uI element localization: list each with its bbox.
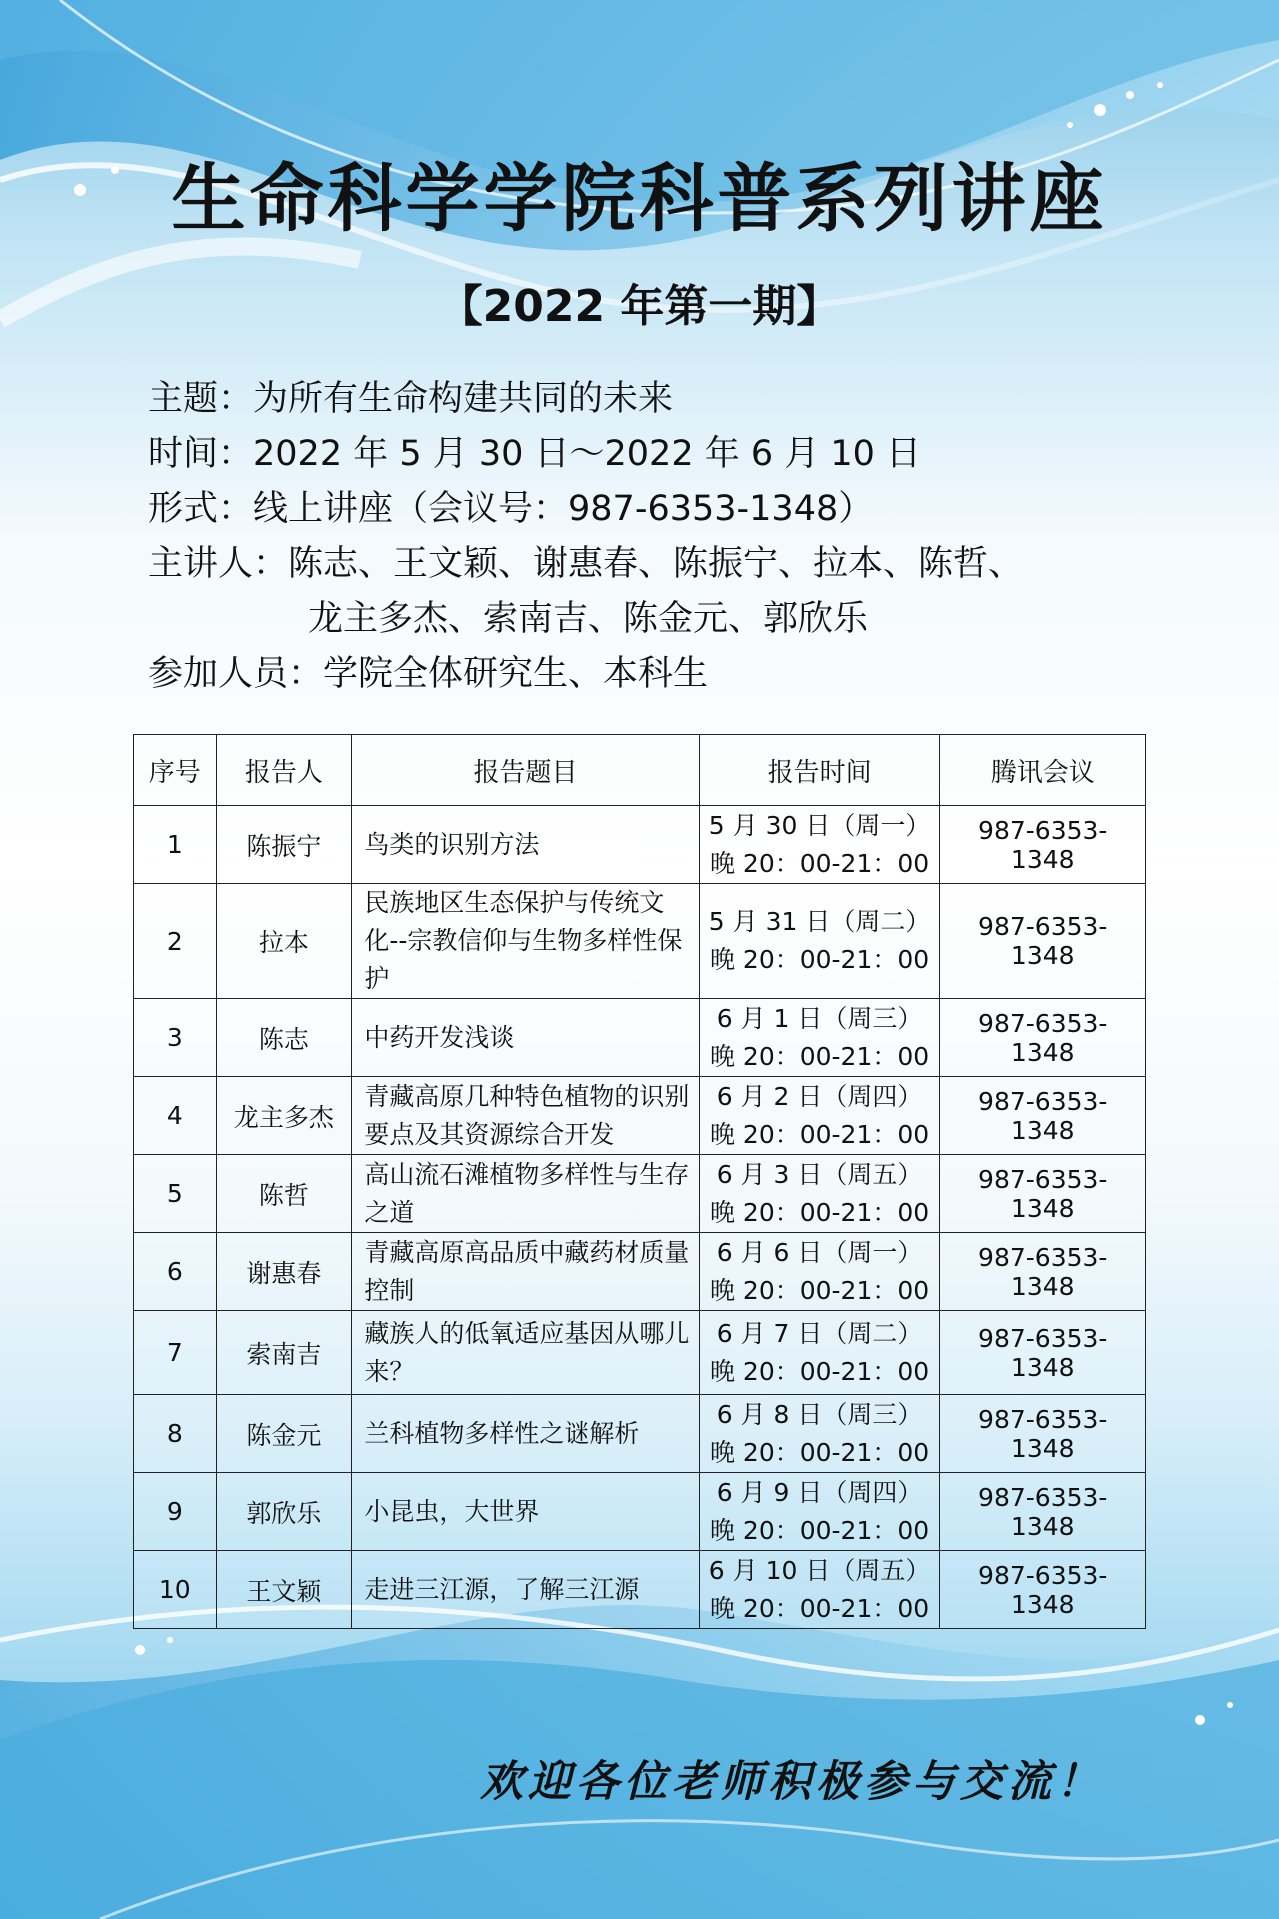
format-row	[148, 482, 1208, 537]
row-speaker: 拉本	[216, 884, 352, 999]
table-row	[134, 1551, 1146, 1629]
header-topic: 报告题目	[352, 735, 699, 806]
row-date: 6 月 2 日（周四）	[716, 1081, 923, 1111]
row-time	[699, 1551, 940, 1629]
row-topic: 青藏高原几种特色植物的识别要点及其资源综合开发	[352, 1077, 699, 1155]
speakers-row	[148, 537, 1208, 592]
row-number: 10	[134, 1551, 217, 1629]
row-speaker: 陈哲	[216, 1155, 352, 1233]
table-header-row	[134, 735, 1146, 806]
table-row	[134, 884, 1146, 999]
row-hours: 晚 20：00-21：00	[709, 1119, 930, 1149]
attendees-row	[148, 647, 1208, 702]
row-time	[699, 806, 940, 884]
row-meeting-id: 987-6353-1348	[940, 1395, 1146, 1473]
row-date: 6 月 1 日（周三）	[716, 1003, 923, 1033]
row-time	[699, 1155, 940, 1233]
row-number: 3	[134, 999, 217, 1077]
row-speaker: 陈振宁	[216, 806, 352, 884]
speakers-value-line1: 陈志、王文颖、谢惠春、陈振宁、拉本、陈哲、	[288, 544, 1024, 584]
row-meeting-id: 987-6353-1348	[940, 806, 1146, 884]
row-date: 5 月 30 日（周一）	[708, 810, 931, 840]
row-time	[699, 999, 940, 1077]
row-topic: 中药开发浅谈	[352, 999, 699, 1077]
row-time	[699, 1395, 940, 1473]
row-speaker: 陈金元	[216, 1395, 352, 1473]
theme-label: 主题：	[148, 379, 254, 419]
table-row	[134, 1077, 1146, 1155]
row-hours: 晚 20：00-21：00	[709, 1275, 930, 1305]
attendees-value: 学院全体研究生、本科生	[323, 654, 709, 694]
row-number: 2	[134, 884, 217, 999]
row-speaker: 索南吉	[216, 1311, 352, 1395]
speakers-row-continued	[148, 592, 1208, 647]
row-date: 6 月 6 日（周一）	[716, 1237, 923, 1267]
row-meeting-id: 987-6353-1348	[940, 1155, 1146, 1233]
table-row	[134, 1395, 1146, 1473]
row-date: 5 月 31 日（周二）	[708, 907, 931, 936]
welcome-footer: 欢迎各位老师积极参与交流！	[480, 1757, 1104, 1807]
row-topic: 兰科植物多样性之谜解析	[352, 1395, 699, 1473]
format-label: 形式：	[148, 489, 254, 529]
table-row	[134, 1311, 1146, 1395]
time-row	[148, 427, 1208, 482]
row-hours: 晚 20：00-21：00	[709, 1356, 930, 1386]
row-date: 6 月 9 日（周四）	[716, 1477, 923, 1507]
row-time	[699, 1311, 940, 1395]
row-topic: 走进三江源，了解三江源	[352, 1551, 699, 1629]
header-no: 序号	[134, 735, 217, 806]
row-number: 7	[134, 1311, 217, 1395]
schedule-table	[133, 734, 1146, 1629]
attendees-label: 参加人员：	[148, 654, 324, 694]
poster-title: 生命科学学院科普系列讲座	[171, 156, 1108, 242]
row-topic: 鸟类的识别方法	[352, 806, 699, 884]
theme-value: 为所有生命构建共同的未来	[253, 379, 674, 419]
row-date: 6 月 8 日（周三）	[716, 1399, 923, 1429]
row-meeting-id: 987-6353-1348	[940, 1077, 1146, 1155]
row-topic: 小昆虫，大世界	[352, 1473, 699, 1551]
row-hours: 晚 20：00-21：00	[709, 945, 930, 974]
header-speaker: 报告人	[216, 735, 352, 806]
table-row	[134, 806, 1146, 884]
row-time	[699, 1233, 940, 1311]
row-number: 5	[134, 1155, 217, 1233]
row-time	[699, 884, 940, 999]
row-hours: 晚 20：00-21：00	[709, 848, 930, 878]
table-row	[134, 1155, 1146, 1233]
row-meeting-id: 987-6353-1348	[940, 884, 1146, 999]
speakers-label: 主讲人：	[148, 544, 289, 584]
row-time	[699, 1473, 940, 1551]
table-row	[134, 1473, 1146, 1551]
row-number: 9	[134, 1473, 217, 1551]
issue-label: 【2022 年第一期】	[438, 281, 841, 332]
row-hours: 晚 20：00-21：00	[709, 1437, 930, 1467]
row-meeting-id: 987-6353-1348	[940, 1311, 1146, 1395]
row-speaker: 王文颖	[216, 1551, 352, 1629]
row-hours: 晚 20：00-21：00	[709, 1515, 930, 1545]
time-value: 2022 年 5 月 30 日～2022 年 6 月 10 日	[253, 434, 922, 474]
row-topic: 藏族人的低氧适应基因从哪儿来？	[352, 1311, 699, 1395]
row-topic: 青藏高原高品质中藏药材质量控制	[352, 1233, 699, 1311]
row-speaker: 陈志	[216, 999, 352, 1077]
theme-row	[148, 372, 1208, 427]
row-hours: 晚 20：00-21：00	[709, 1041, 930, 1071]
format-value: 线上讲座（会议号：987-6353-1348）	[253, 489, 874, 529]
time-label: 时间：	[148, 434, 254, 474]
row-number: 1	[134, 806, 217, 884]
row-number: 6	[134, 1233, 217, 1311]
row-hours: 晚 20：00-21：00	[709, 1593, 930, 1623]
row-date: 6 月 10 日（周五）	[708, 1555, 931, 1585]
table-body	[134, 806, 1146, 1629]
row-topic: 民族地区生态保护与传统文化--宗教信仰与生物多样性保护	[352, 884, 699, 999]
row-meeting-id: 987-6353-1348	[940, 1233, 1146, 1311]
row-date: 6 月 3 日（周五）	[716, 1159, 923, 1189]
row-number: 8	[134, 1395, 217, 1473]
row-date: 6 月 7 日（周二）	[716, 1318, 923, 1348]
row-meeting-id: 987-6353-1348	[940, 1473, 1146, 1551]
row-hours: 晚 20：00-21：00	[709, 1197, 930, 1227]
row-speaker: 谢惠春	[216, 1233, 352, 1311]
info-block	[148, 372, 1208, 702]
row-number: 4	[134, 1077, 217, 1155]
header-meeting: 腾讯会议	[940, 735, 1146, 806]
row-topic: 高山流石滩植物多样性与生存之道	[352, 1155, 699, 1233]
header-time: 报告时间	[699, 735, 940, 806]
row-meeting-id: 987-6353-1348	[940, 1551, 1146, 1629]
row-time	[699, 1077, 940, 1155]
row-speaker: 龙主多杰	[216, 1077, 352, 1155]
table-row	[134, 1233, 1146, 1311]
row-speaker: 郭欣乐	[216, 1473, 352, 1551]
speakers-value-line2: 龙主多杰、索南吉、陈金元、郭欣乐	[308, 599, 869, 639]
table-row	[134, 999, 1146, 1077]
row-meeting-id: 987-6353-1348	[940, 999, 1146, 1077]
